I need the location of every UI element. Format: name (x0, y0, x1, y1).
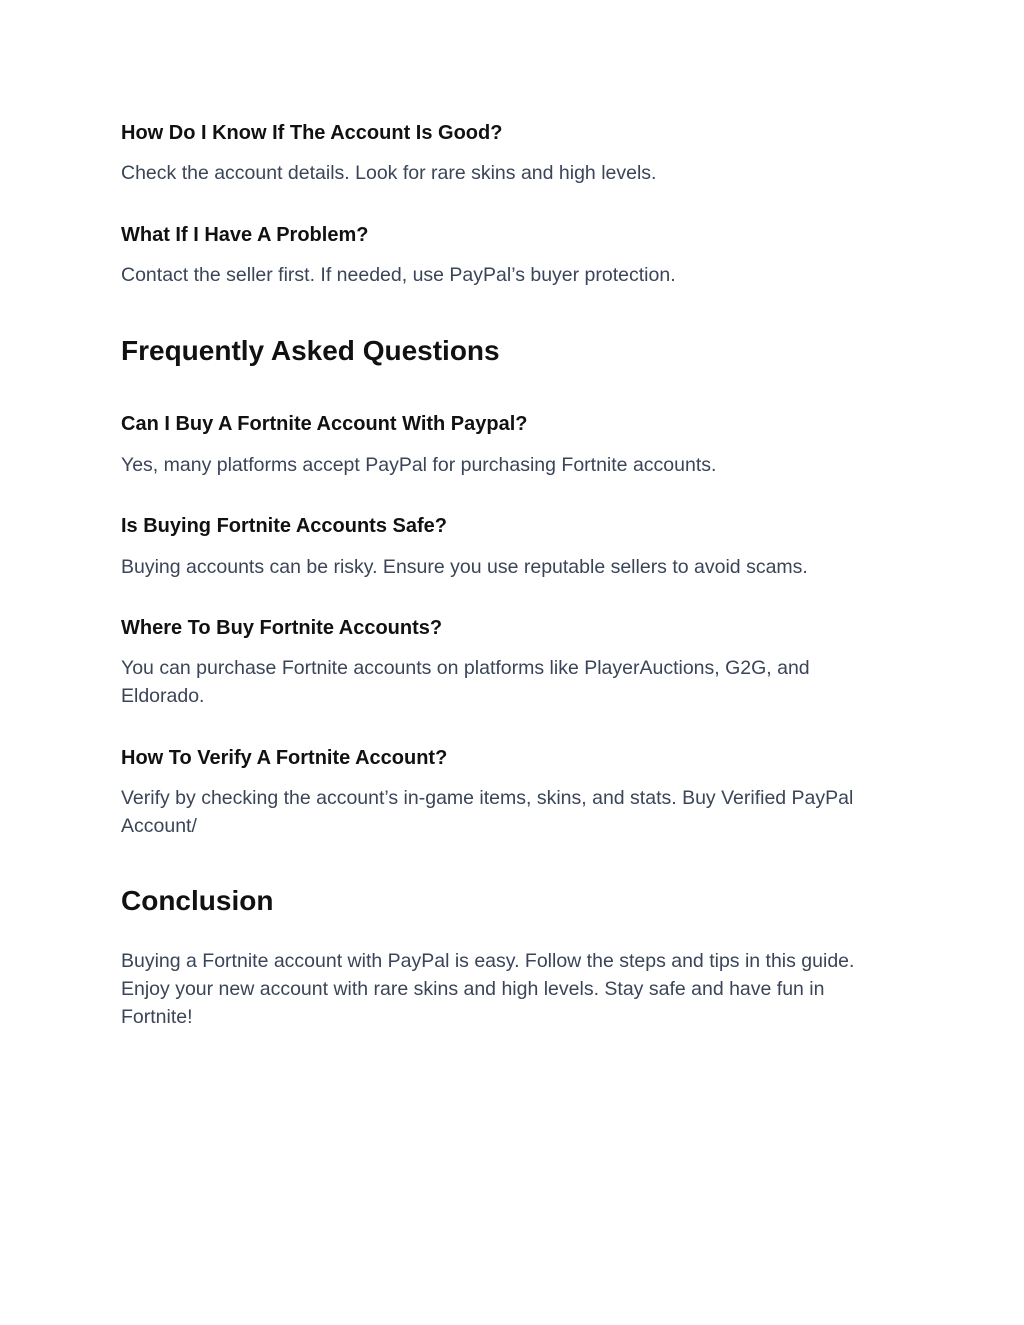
faq-heading: Frequently Asked Questions (121, 335, 500, 366)
conclusion-text: Buying a Fortnite account with PayPal is easy. Follow the steps and tips in this guide. Enjoy your new account with rare skins and high levels. Stay safe and have fun in Fortnite! (121, 950, 855, 1028)
intro-question-2: What If I Have A Problem? (121, 224, 369, 246)
faq-question-2: Is Buying Fortnite Accounts Safe? (121, 515, 447, 537)
faq-answer-1: Yes, many platforms accept PayPal for purchasing Fortnite accounts. (121, 454, 717, 476)
faq-question-1: Can I Buy A Fortnite Account With Paypal? (121, 413, 528, 435)
intro-answer-1: Check the account details. Look for rare skins and high levels. (121, 162, 657, 184)
faq-question-4: How To Verify A Fortnite Account? (121, 747, 448, 769)
intro-answer-2: Contact the seller first. If needed, use PayPal’s buyer protection. (121, 264, 676, 286)
faq-answer-2: Buying accounts can be risky. Ensure you use reputable sellers to avoid scams. (121, 556, 808, 578)
faq-answer-3: You can purchase Fortnite accounts on platforms like PlayerAuctions, G2G, and Eldorado. (121, 657, 810, 707)
conclusion-heading: Conclusion (121, 885, 274, 916)
faq-question-3: Where To Buy Fortnite Accounts? (121, 617, 443, 639)
intro-question-1: How Do I Know If The Account Is Good? (121, 122, 503, 144)
faq-answer-4: Verify by checking the account’s in-game items, skins, and stats. Buy Verified PayPal Account/ (121, 787, 854, 837)
